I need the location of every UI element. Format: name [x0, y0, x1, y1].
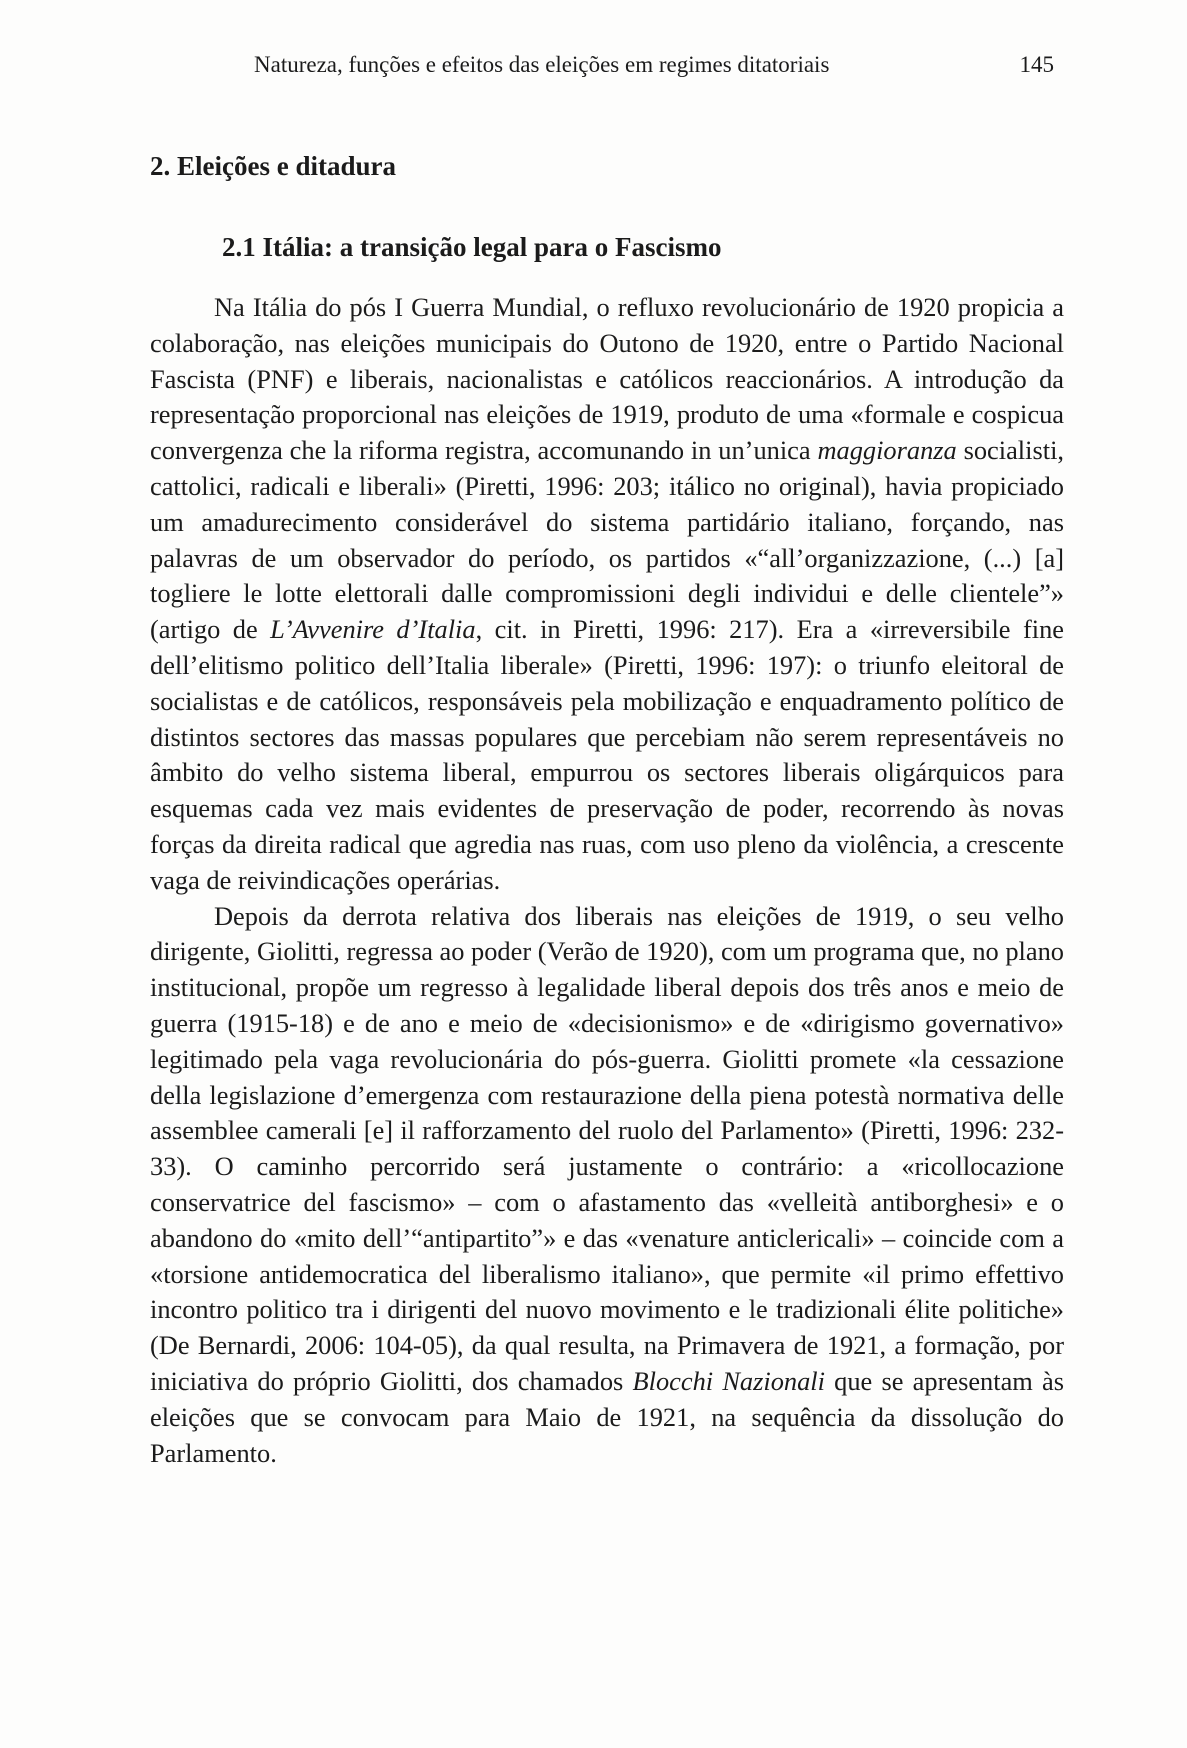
- paragraph-1: [150, 290, 1064, 899]
- paragraph-2-text-b: que se apresentam às eleições que se convocam para Maio de 1921, na sequência da dissolução do Parlamento.: [150, 1365, 1065, 1468]
- paragraph-1-text-b: socialisti, cattolici, radicali e liberali» (Piretti, 1996: 203; itálico no original), havia propiciado um amadurecimento considerável do sistema partidário italiano, forçando, nas palavras de um observador do período, os partidos «“all’organizzazione, (...) [a] togliere le lotte elettorali dalle compromissioni degli individui e delle clientele”» (artigo de: [150, 435, 1064, 645]
- paragraph-1-text-a: Na Itália do pós I Guerra Mundial, o refluxo revolucionário de 1920 propicia a colaboração, nas eleições municipais do Outono de 1920, entre o Partido Nacional Fascista (PNF) e liberais, nacionalistas e católicos reaccionários. A introdução da representação proporcional nas eleições de 1919, produto de uma «formale e cospicua convergenza che la riforma registra, accomunando in un’unica: [150, 292, 1064, 466]
- paragraph-1-text-c: , cit. in Piretti, 1996: 217). Era a «irreversibile fine dell’elitismo politico dell’Italia liberale» (Piretti, 1996: 197): o triunfo eleitoral de socialistas e de católicos, responsáveis pela mobilização e enquadramento político de distintos sectores das massas populares que percebiam não serem representáveis no âmbito do velho sistema liberal, empurrou os sectores liberais oligárquicos para esquemas cada vez mais evidentes de preservação de poder, recorrendo às novas forças da direita radical que agredia nas ruas, com uso pleno da violência, a crescente vaga de reivindicações operárias.: [150, 614, 1064, 895]
- paragraph-2: [150, 899, 1064, 1472]
- paragraph-2-text-a: Depois da derrota relativa dos liberais nas eleições de 1919, o seu velho dirigente, Giolitti, regressa ao poder (Verão de 1920), com um programa que, no plano institucional, propõe um regresso à legalidade liberal depois dos três anos e meio de guerra (1915-18) e de ano e meio de «decisionismo» e de «dirigismo governativo» legitimado pela vaga revolucionária do pós-guerra. Giolitti promete «la cessazione della legislazione d’emergenza com restaurazione della piena potestà normativa delle assemblee camerali [e] il rafforzamento del ruolo del Parlamento» (Piretti, 1996: 232-33). O caminho percorrido será justamente o contrário: a «ricollocazione conservatrice del fascismo» – com o afastamento das «velleità antiborghesi» e o abandono do «mito dell’“antipartito”» e das «venature anticlericali» – coincide com a «torsione antidemocratica del liberalismo italiano», que permite «il primo effettivo incontro politico tra i dirigenti del nuovo movimento e le tradizionali élite politiche» (De Bernardi, 2006: 104-05), da qual resulta, na Primavera de 1921, a formação, por iniciativa do próprio Giolitti, dos chamados: [150, 900, 1064, 1396]
- paragraph-1-italic-maggioranza: maggioranza: [817, 435, 957, 466]
- page-number: 145: [1019, 52, 1054, 77]
- paragraph-2-italic-blocchi: Blocchi Nazionali: [632, 1365, 825, 1396]
- section-heading: 2. Eleições e ditadura: [150, 151, 396, 181]
- running-head: [254, 48, 1054, 82]
- subsection-heading: 2.1 Itália: a transição legal para o Fascismo: [222, 232, 722, 262]
- paragraph-1-italic-newspaper: L’Avvenire d’Italia: [270, 614, 476, 645]
- body-text: [150, 290, 1064, 1471]
- running-head-title: Natureza, funções e efeitos das eleições em regimes ditatoriais: [254, 52, 830, 77]
